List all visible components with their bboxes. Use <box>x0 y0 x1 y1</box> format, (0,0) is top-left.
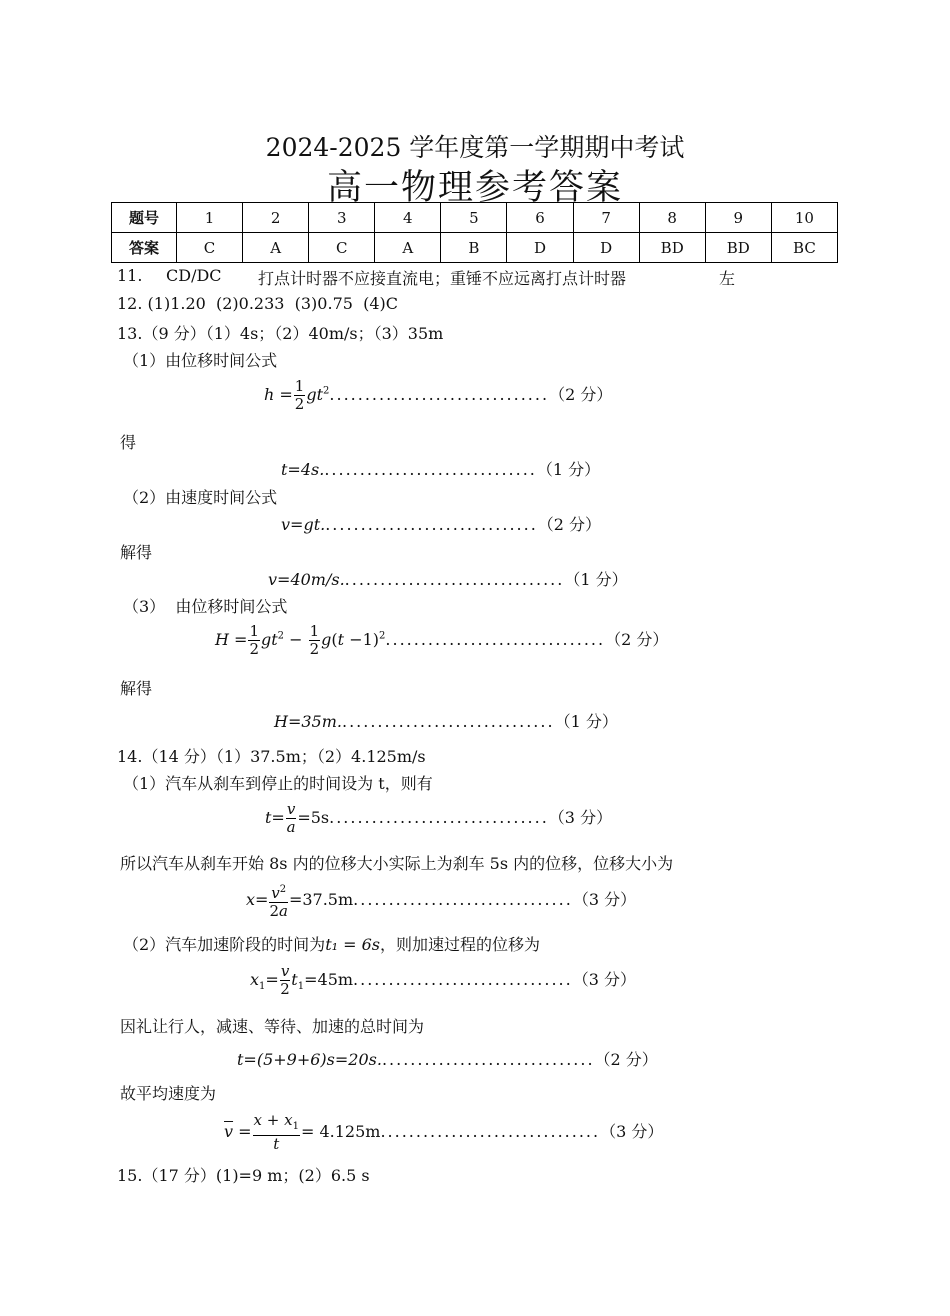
table-cell: 10 <box>771 203 837 233</box>
table-cell: 9 <box>705 203 771 233</box>
q14-equation-1: t= $\frac{v}{a}$ =5s...............................（3 分） <box>265 800 613 836</box>
q14-eq5-result: = 4.125m <box>300 1122 381 1141</box>
q14-part1-label: （1）汽车从刹车到停止的时间设为 t，则有 <box>123 774 433 793</box>
q14-part2-text-a: （2）汽车加速阶段的时间为 <box>123 935 326 954</box>
q11-number: 11. <box>117 266 143 285</box>
q14-eq4-points: （2 分） <box>594 1050 658 1069</box>
table-cell: 1 <box>177 203 243 233</box>
exam-title: 2024-2025 学年度第一学期期中考试 <box>265 133 685 162</box>
q14-text-1: 所以汽车从刹车开始 8s 内的位移大小实际上为刹车 5s 内的位移，位移大小为 <box>120 854 674 873</box>
q13-eq6-text: H=35m. <box>274 712 342 731</box>
q13-eq6-points: （1 分） <box>554 712 618 731</box>
table-cell: D <box>573 233 639 263</box>
q13-eq3-points: （2 分） <box>537 515 602 534</box>
table-cell: BD <box>639 233 705 263</box>
q13-eq2-points: （1 分） <box>536 460 601 479</box>
q13-summary: 13.（9 分）（1）4s；（2）40m/s；（3）35m <box>117 324 444 343</box>
q13-de: 得 <box>120 433 137 452</box>
q14-part2-t1: t₁ = 6s <box>325 935 380 954</box>
table-cell: 5 <box>441 203 507 233</box>
row-label-number: 题号 <box>112 203 177 233</box>
table-cell: 8 <box>639 203 705 233</box>
q14-eq3-points: （3 分） <box>572 970 636 989</box>
q13-jiede-2: 解得 <box>120 679 153 698</box>
q14-text-3: 故平均速度为 <box>120 1084 217 1103</box>
table-cell: A <box>243 233 309 263</box>
table-cell: D <box>507 233 573 263</box>
q13-jiede-1: 解得 <box>120 543 153 562</box>
q13-eq4-text: v=40m/s. <box>268 570 345 589</box>
q13-equation-5: H = $\frac{1}{2}$ $gt^2$ − $\frac{1}{2}$ $g(t -1)^2...............................(2$ 分） <box>215 622 669 658</box>
answer-row <box>112 233 838 263</box>
table-cell: BD <box>705 233 771 263</box>
q14-eq2-points: （3 分） <box>572 890 637 909</box>
table-cell: 6 <box>507 203 573 233</box>
q13-eq1-points: （2 分） <box>549 385 613 404</box>
q14-summary: 14.（14 分）（1）37.5m；（2）4.125m/s <box>117 747 426 766</box>
table-cell: C <box>177 233 243 263</box>
q13-equation-6: H=35m...............................（1 分） <box>274 712 618 731</box>
q14-eq5-points: （3 分） <box>600 1122 664 1141</box>
q13-part2-label: （2）由速度时间公式 <box>123 488 278 507</box>
q13-equation-3: v=gt...............................（2 分） <box>281 515 602 534</box>
q13-part3-label: （3） 由位移时间公式 <box>123 597 288 616</box>
q14-eq4-text: t=(5+9+6)s=20s. <box>237 1050 382 1069</box>
answer-key-title: 高一物理参考答案 <box>326 168 623 208</box>
table-cell: A <box>375 233 441 263</box>
q13-part1-label: （1）由位移时间公式 <box>123 351 278 370</box>
table-cell: 7 <box>573 203 639 233</box>
q13-eq4-points: （1 分） <box>564 570 628 589</box>
q11-answer-2: 打点计时器不应接直流电；重锤不应远离打点计时器 <box>258 269 627 288</box>
q14-eq2-result: =37.5m <box>288 890 354 909</box>
q14-text-2: 因礼让行人，减速、等待、加速的总时间为 <box>120 1017 425 1036</box>
q14-equation-2: x= $\frac{v^2}{2a}$ =37.5m...............................（3 分） <box>246 881 636 920</box>
q13-equation-1: h = $\frac{1}{2}$ $gt^2...............................(2$ 分） <box>264 377 613 413</box>
q13-eq5-points: （2 分） <box>605 630 669 649</box>
q11-answer-1: CD/DC <box>166 266 222 285</box>
q12-answer: 12. (1)1.20 (2)0.233 (3)0.75 (4)C <box>117 294 398 313</box>
table-cell: 2 <box>243 203 309 233</box>
q13-eq2-text: t=4s. <box>281 460 325 479</box>
table-cell: 3 <box>309 203 375 233</box>
q14-part2-text-b: ，则加速过程的位移为 <box>380 935 541 954</box>
question-number-row <box>112 203 838 233</box>
q14-equation-4: t=(5+9+6)s=20s...............................（2 分） <box>237 1050 658 1069</box>
q14-equation-5: $\overline{v}$ = $\frac{x + x_1}{t}$ = 4.125m...............................（3 分） <box>224 1111 664 1153</box>
table-cell: B <box>441 233 507 263</box>
q14-equation-3: $x_1=$ $\frac{v}{2}$ $t_1=45m...............................(3$ 分） <box>250 962 636 998</box>
q14-eq1-result: =5s <box>297 808 330 827</box>
q13-eq3-text: v=gt. <box>281 515 326 534</box>
q11-answer-3: 左 <box>719 269 736 288</box>
table-cell: BC <box>771 233 837 263</box>
q14-eq1-points: （3 分） <box>548 808 613 827</box>
q14-part2-label <box>123 932 540 955</box>
row-label-answer: 答案 <box>112 233 177 263</box>
q13-equation-4: v=40m/s................................（1 分） <box>268 570 628 589</box>
table-cell: 4 <box>375 203 441 233</box>
answer-table <box>111 202 838 263</box>
table-cell: C <box>309 233 375 263</box>
q14-eq3-result: =45m <box>304 970 354 989</box>
q15-summary: 15.（17 分）(1)=9 m；(2）6.5 s <box>117 1166 370 1185</box>
q13-equation-2: t=4s...............................（1 分） <box>281 460 601 479</box>
